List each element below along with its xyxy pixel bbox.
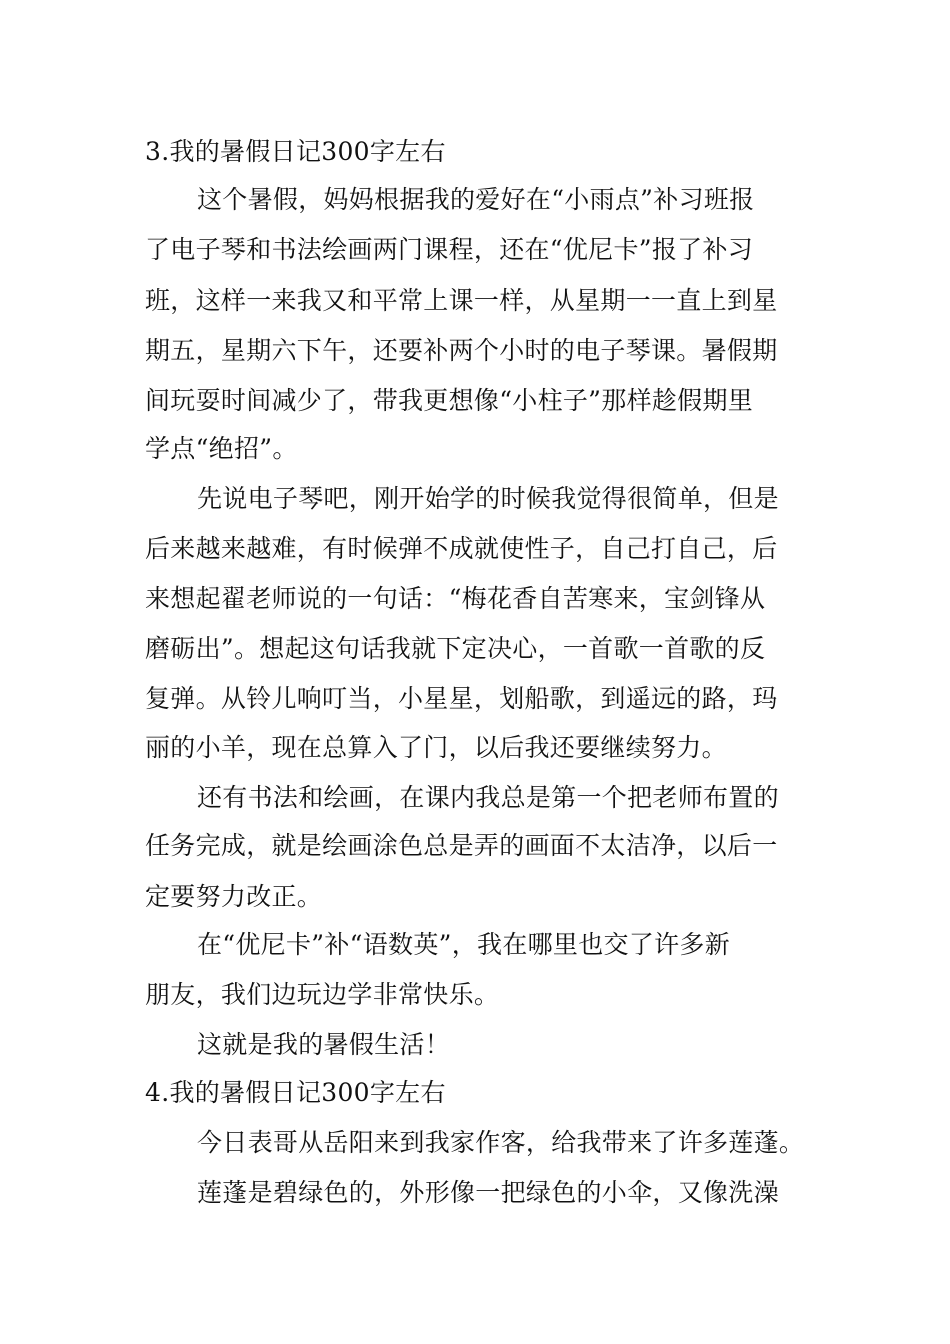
paragraph-line: 在“优尼卡”补“语数英”，我在哪里也交了许多新 — [197, 930, 731, 959]
paragraph-line: 学点“绝招”。 — [145, 434, 298, 463]
paragraph-line: 朋友，我们边玩边学非常快乐。 — [145, 980, 500, 1009]
paragraph-line: 期五，星期六下午，还要补两个小时的电子琴课。暑假期 — [145, 336, 778, 365]
paragraph-line: 莲蓬是碧绿色的，外形像一把绿色的小伞，又像洗澡 — [197, 1178, 779, 1207]
paragraph-line: 今日表哥从岳阳来到我家作客，给我带来了许多莲蓬。 — [197, 1128, 805, 1157]
paragraph-line: 这就是我的暑假生活！ — [197, 1030, 451, 1059]
paragraph-line: 间玩耍时间减少了，带我更想像“小柱子”那样趁假期里 — [145, 386, 754, 415]
paragraph-line: 后来越来越难，有时候弹不成就使性子，自己打自己，后 — [145, 534, 778, 563]
paragraph-line: 任务完成，就是绘画涂色总是弄的画面不太洁净，以后一 — [145, 831, 778, 860]
paragraph-line: 磨砺出”。想起这句话我就下定决心，一首歌一首歌的反 — [145, 634, 766, 663]
paragraph-line: 先说电子琴吧，刚开始学的时候我觉得很简单，但是 — [197, 484, 779, 513]
paragraph-line: 定要努力改正。 — [145, 882, 323, 911]
paragraph-line: 丽的小羊，现在总算入了门，以后我还要继续努力。 — [145, 733, 727, 762]
paragraph-line: 班，这样一来我又和平常上课一样，从星期一一直上到星 — [145, 286, 778, 315]
section-3-heading: 3.我的暑假日记300字左右 — [145, 137, 446, 166]
paragraph-line: 来想起翟老师说的一句话：“梅花香自苦寒来，宝剑锋从 — [145, 584, 766, 613]
paragraph-line: 这个暑假，妈妈根据我的爱好在“小雨点”补习班报 — [197, 185, 755, 214]
section-4-heading: 4.我的暑假日记300字左右 — [145, 1078, 446, 1107]
paragraph-line: 了电子琴和书法绘画两门课程，还在“优尼卡”报了补习 — [145, 235, 754, 264]
paragraph-line: 还有书法和绘画，在课内我总是第一个把老师布置的 — [197, 783, 779, 812]
paragraph-line: 复弹。从铃儿响叮当，小星星，划船歌，到遥远的路，玛 — [145, 684, 778, 713]
